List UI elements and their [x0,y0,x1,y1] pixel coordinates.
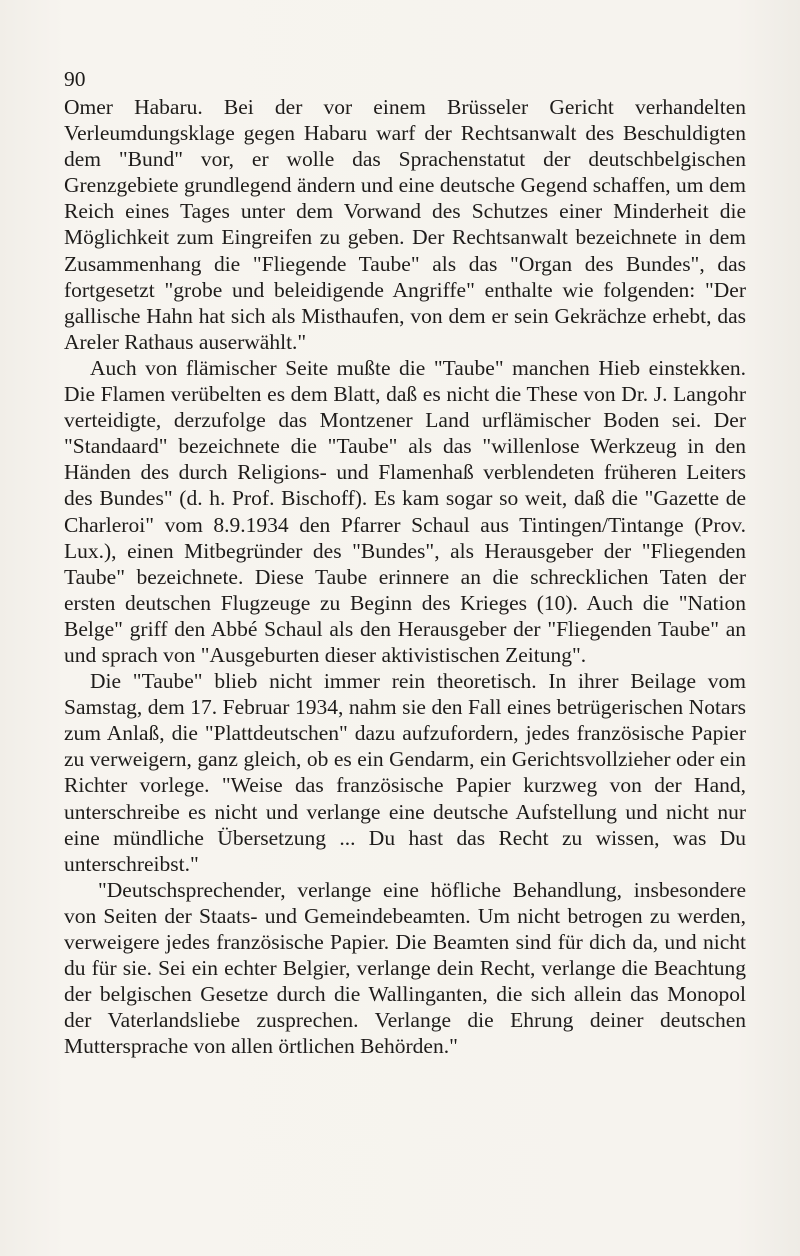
paragraph-2: Auch von flämischer Seite mußte die "Taube" manchen Hieb einstekken. Die Flamen verübelten es dem Blatt, daß es nicht die These von Dr. J. Langohr verteidigte, derzufolge das Montzener Land urflämischer Boden sei. Der "Standaard" bezeichnete die "Taube" als das "willenlose Werkzeug in den Händen des durch Religions- und Flamenhaß verblendeten früheren Leiters des Bundes" (d. h. Prof. Bischoff). Es kam sogar so weit, daß die "Gazette de Charleroi" vom 8.9.1934 den Pfarrer Schaul aus Tintingen/Tintange (Prov. Lux.), einen Mitbegründer des "Bundes", als Herausgeber der "Fliegenden Taube" bezeichnete. Diese Taube erinnere an die schrecklichen Taten der ersten deutschen Flugzeuge zu Beginn des Krieges (10). Auch die "Nation Belge" griff den Abbé Schaul als den Herausgeber der "Fliegenden Taube" an und sprach von "Ausgeburten dieser aktivistischen Zeitung". [64,355,746,667]
page-number: 90 [64,67,86,91]
paragraph-4: "Deutschsprechender, verlange eine höfliche Behandlung, insbesondere von Seiten der Staats- und Gemeindebeamten. Um nicht betrogen zu werden, verweigere jedes französische Papier. Die Beamten sind für dich da, und nicht du für sie. Sei ein echter Belgier, verlange dein Recht, verlange die Beachtung der belgischen Gesetze durch die Wallinganten, die sich allein das Monopol der Vaterlandsliebe zusprechen. Verlange die Ehrung deiner deutschen Muttersprache von allen örtlichen Behörden." [64,877,746,1059]
page-text [64,64,746,1059]
paragraph-1: Omer Habaru. Bei der vor einem Brüsseler Gericht verhandelten Verleumdungsklage gegen Habaru warf der Rechtsanwalt des Beschuldigten dem "Bund" vor, er wolle das Sprachenstatut der deutschbelgischen Grenzgebiete grundlegend ändern und eine deutsche Gegend schaffen, um dem Reich eines Tages unter dem Vorwand des Schutzes einer Minderheit die Möglichkeit zum Eingreifen zu geben. Der Rechtsanwalt bezeichnete in dem Zusammenhang die "Fliegende Taube" als das "Organ des Bundes", das fortgesetzt "grobe und beleidigende Angriffe" enthalte wie folgenden: "Der gallische Hahn hat sich als Misthaufen, von dem er sein Gekrächze erhebt, das Areler Rathaus auserwählt." [64,95,746,354]
paragraph-3: Die "Taube" blieb nicht immer rein theoretisch. In ihrer Beilage vom Samstag, dem 17. Februar 1934, nahm sie den Fall eines betrügerischen Notars zum Anlaß, die "Plattdeutschen" dazu aufzufordern, jedes französische Papier zu verweigern, ganz gleich, ob es ein Gendarm, ein Gerichtsvollzieher oder ein Richter vorlege. "Weise das französische Papier kurzweg von der Hand, unterschreibe es nicht und verlange eine deutsche Aufstellung und nicht nur eine mündliche Übersetzung ... Du hast das Recht zu wissen, was Du unterschreibst." [64,669,746,876]
